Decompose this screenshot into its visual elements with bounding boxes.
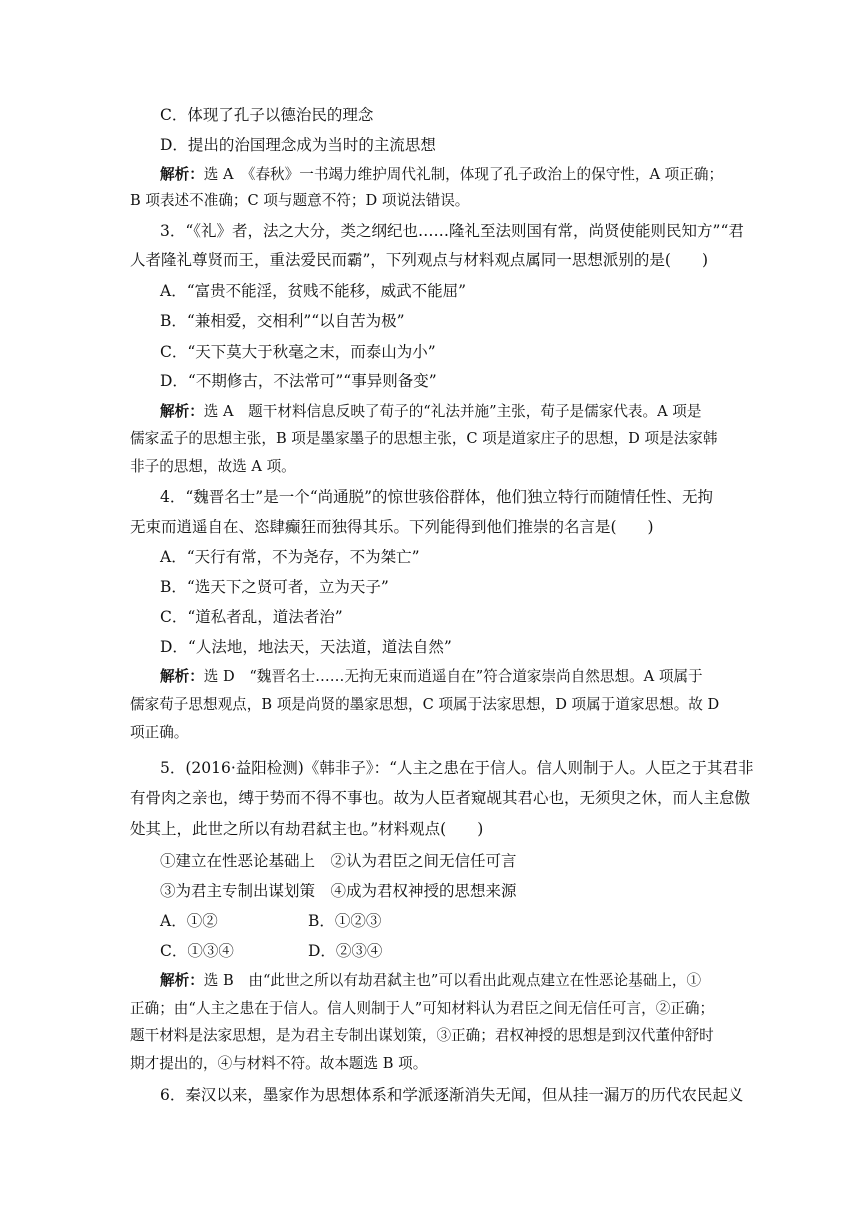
q6-stem-line-1: 6．秦汉以来，墨家作为思想体系和学派逐渐消失无闻，但从挂一漏万的历代农民起义 — [160, 1086, 744, 1104]
q5-options-row-2 — [160, 940, 760, 962]
q3-analysis-line-2: 儒家孟子的思想主张，B 项是墨家墨子的思想主张，C 项是道家庄子的思想，D 项是法家韩 — [130, 430, 718, 447]
q5-items-3-4: ③为君主专制出谋划策 ④成为君权神授的思想来源 — [160, 882, 517, 900]
q5-option-b: B．①②③ — [308, 912, 382, 930]
q5-options-row-1 — [160, 910, 760, 932]
q4-option-b: B．“选天下之贤可者，立为天子” — [160, 578, 389, 596]
q4-stem-line-1: 4．“魏晋名士”是一个“尚通脱”的惊世骇俗群体，他们独立特行而随情任性、无拘 — [160, 488, 714, 506]
analysis-label: 解析： — [160, 972, 204, 989]
q3-analysis-line-1 — [160, 401, 760, 423]
analysis-text: 选 A 《春秋》一书竭力维护周代礼制，体现了孔子政治上的保守性，A 项正确； — [203, 166, 724, 183]
q5-analysis-line-3: 题干材料是法家思想，是为君主专制出谋划策，③正确；君权神授的思想是到汉代董仲舒时 — [130, 1027, 714, 1044]
q4-option-d: D．“人法地，地法天，天法道，道法自然” — [160, 638, 452, 656]
analysis-text: 选 D “魏晋名士……无拘无束而逍遥自在”符合道家崇尚自然思想。A 项属于 — [203, 668, 703, 685]
q4-stem-line-2: 无束而逍遥自在、恣肆癫狂而独得其乐。下列能得到他们推崇的名言是( ) — [130, 518, 654, 536]
q2-analysis-line-1 — [160, 164, 760, 186]
q4-analysis-line-2: 儒家荀子思想观点，B 项是尚贤的墨家思想，C 项属于法家思想，D 项属于道家思想。故 D — [130, 696, 720, 713]
analysis-text: 选 A 题干材料信息反映了荀子的“礼法并施”主张，荀子是儒家代表。A 项是 — [203, 403, 702, 420]
q5-option-a: A．①② — [160, 912, 218, 930]
q4-option-a: A．“天行有常，不为尧存，不为桀亡” — [160, 548, 420, 566]
q3-analysis-line-3: 非子的思想，故选 A 项。 — [130, 458, 296, 475]
q5-stem-line-2: 有骨肉之亲也，缚于势而不得不事也。故为人臣者窥觇其君心也，无须臾之休，而人主怠傲 — [130, 789, 751, 807]
q5-analysis-line-1 — [160, 970, 760, 992]
q3-stem-line-1: 3．“《礼》者，法之大分，类之纲纪也……隆礼至法则国有常，尚贤使能则民知方”“君 — [160, 222, 744, 240]
analysis-label: 解析： — [160, 166, 204, 183]
q5-analysis-line-2: 正确；由“人主之患在于信人。信人则制于人”可知材料认为君臣之间无信任可言，②正确； — [130, 1000, 715, 1017]
analysis-label: 解析： — [160, 403, 204, 420]
q5-analysis-line-4: 期才提出的，④与材料不符。故本题选 B 项。 — [130, 1055, 428, 1072]
q2-option-d: D．提出的治国理念成为当时的主流思想 — [160, 136, 436, 154]
q4-analysis-line-1 — [160, 666, 760, 688]
q2-analysis-line-2: B 项表述不准确；C 项与题意不符；D 项说法错误。 — [130, 192, 470, 209]
q3-option-d: D．“不期修古，不法常可”“事异则备变” — [160, 372, 437, 390]
q5-option-c: C．①③④ — [160, 942, 234, 960]
q3-option-a: A．“富贵不能淫，贫贱不能移，威武不能屈” — [160, 282, 467, 300]
q3-stem-line-2: 人者隆礼尊贤而王，重法爱民而霸”，下列观点与材料观点属同一思想派别的是( ) — [130, 251, 709, 269]
q5-stem-line-1: 5．(2016·益阳检测)《韩非子》：“人主之患在于信人。信人则制于人。人臣之于其君非 — [160, 759, 754, 777]
q5-stem-line-3: 处其上，此世之所以有劫君弑主也。”材料观点( ) — [130, 820, 484, 838]
q4-option-c: C．“道私者乱，道法者治” — [160, 608, 343, 626]
q5-items-1-2: ①建立在性恶论基础上 ②认为君臣之间无信任可言 — [160, 852, 517, 870]
q3-option-c: C．“天下莫大于秋毫之末，而泰山为小” — [160, 343, 436, 361]
q4-analysis-line-3: 项正确。 — [130, 724, 189, 741]
q2-option-c: C．体现了孔子以德治民的理念 — [160, 106, 374, 124]
analysis-text: 选 B 由“此世之所以有劫君弑主也”可以看出此观点建立在性恶论基础上，① — [203, 972, 702, 989]
q5-option-d: D．②③④ — [308, 942, 383, 960]
q3-option-b: B．“兼相爱，交相利”“以自苦为极” — [160, 312, 405, 330]
analysis-label: 解析： — [160, 668, 204, 685]
